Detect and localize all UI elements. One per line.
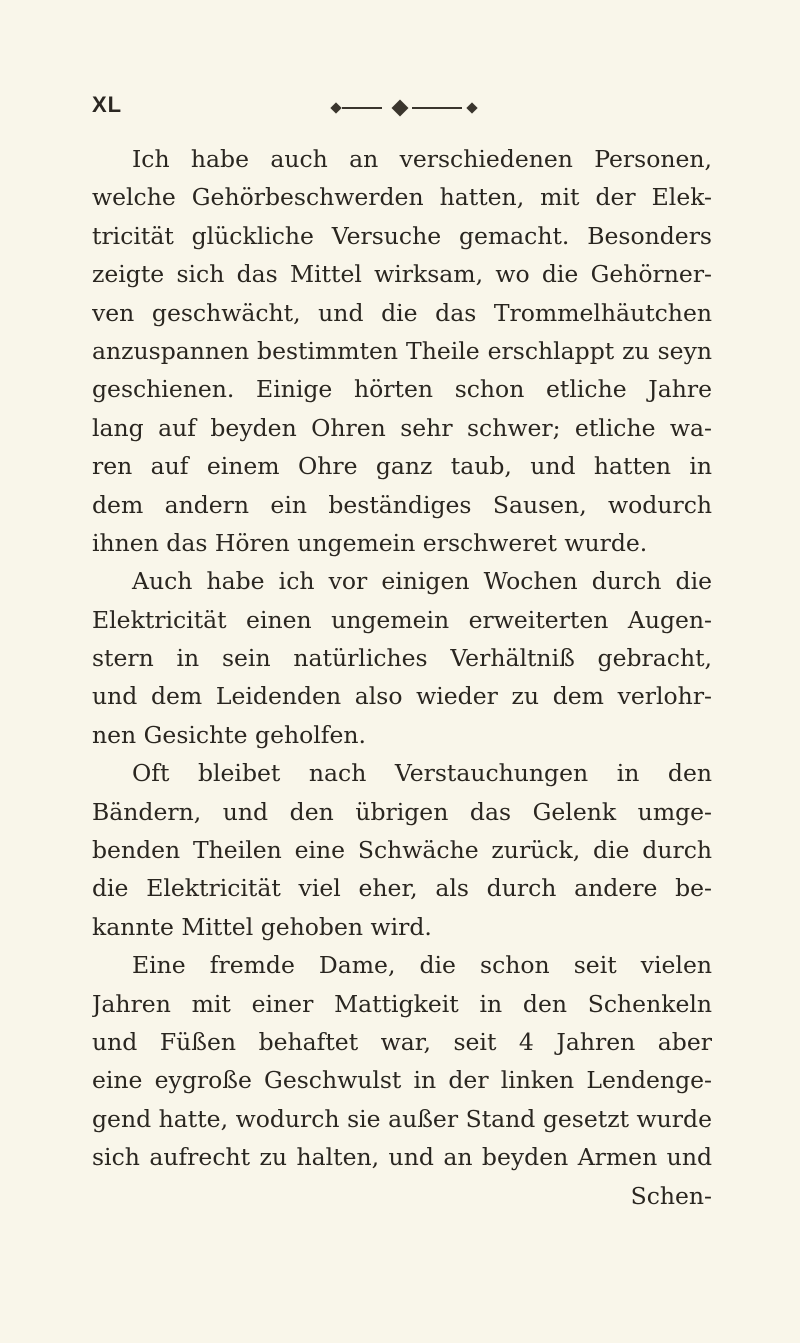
- text-line: ihnen das Hören ungemein erschweret wurde.: [92, 528, 648, 557]
- text-line: Oft bleibet nach Verstauchungen in den: [132, 759, 712, 788]
- text-line: stern in sein natürliches Verhältniß gebracht,: [92, 644, 712, 673]
- text-line: nen Gesichte geholfen.: [92, 720, 366, 749]
- body-text: [92, 140, 712, 1215]
- text-line: dem andern ein beständiges Sausen, wodurch: [92, 490, 712, 519]
- text-line: Jahren mit einer Mattigkeit in den Schenkeln: [92, 989, 712, 1018]
- text-line: gend hatte, wodurch sie außer Stand gesetzt wurde: [92, 1104, 712, 1133]
- text-line: ren auf einem Ohre ganz taub, und hatten in: [92, 452, 712, 481]
- page-number: XL: [92, 92, 123, 117]
- text-line: zeigte sich das Mittel wirksam, wo die Gehörner-: [92, 260, 712, 289]
- text-line: tricität glückliche Versuche gemacht. Besonders: [92, 221, 712, 250]
- text-line: welche Gehörbeschwerden hatten, mit der Elek-: [92, 183, 712, 212]
- text-line: anzuspannen bestimmten Theile erschlappt zu seyn: [92, 336, 712, 365]
- ornament-rule-right: [412, 107, 462, 109]
- text-line: Auch habe ich vor einigen Wochen durch die: [132, 567, 712, 596]
- ornament-diamond-right: [466, 102, 477, 113]
- page-header: [92, 92, 712, 122]
- header-ornament: [332, 104, 482, 112]
- text-line: lang auf beyden Ohren sehr schwer; etliche wa-: [92, 413, 712, 442]
- text-line: Elektricität einen ungemein erweiterten Augen-: [92, 605, 712, 634]
- text-line: Bändern, und den übrigen das Gelenk umge-: [92, 797, 712, 826]
- text-line: benden Theilen eine Schwäche zurück, die durch: [92, 836, 712, 865]
- text-line: kannte Mittel gehoben wird.: [92, 912, 432, 941]
- ornament-diamond-left: [330, 102, 341, 113]
- text-line: ven geschwächt, und die das Trommelhäutchen: [92, 298, 712, 327]
- text-line: Schen-: [630, 1181, 712, 1210]
- text-line: und Füßen behaftet war, seit 4 Jahren aber: [92, 1027, 712, 1056]
- text-line: sich aufrecht zu halten, und an beyden Armen und: [92, 1143, 712, 1172]
- text-line: Eine fremde Dame, die schon seit vielen: [132, 951, 712, 980]
- text-line: und dem Leidenden also wieder zu dem verlohr-: [92, 682, 712, 711]
- ornament-rule-left: [342, 107, 382, 109]
- ornament-center: [392, 100, 409, 117]
- text-line: die Elektricität viel eher, als durch andere be-: [92, 874, 712, 903]
- text-line: Ich habe auch an verschiedenen Personen,: [132, 145, 712, 173]
- text-line: eine eygroße Geschwulst in der linken Lendenge-: [92, 1066, 712, 1095]
- text-line: geschienen. Einige hörten schon etliche Jahre: [92, 375, 712, 404]
